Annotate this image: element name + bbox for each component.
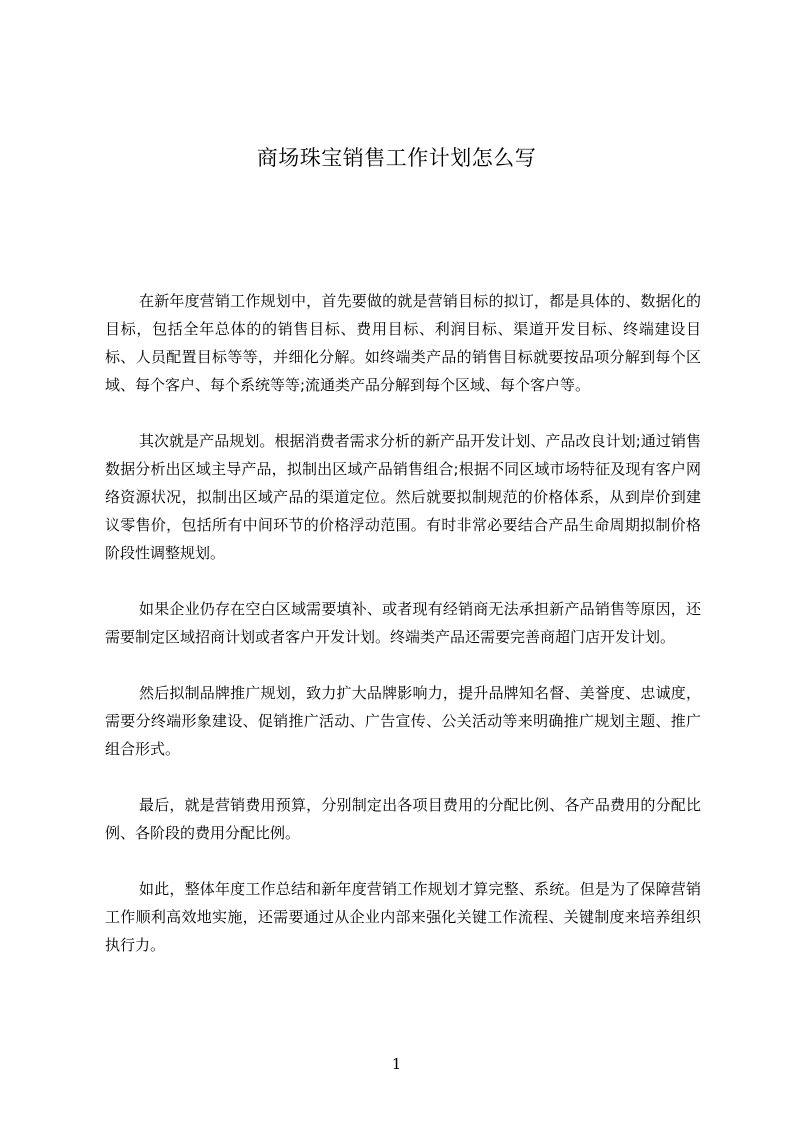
paragraph-budget: 最后，就是营销费用预算，分别制定出各项目费用的分配比例、各产品费用的分配比例、各阶段的费用分配比例。	[105, 796, 701, 842]
paragraph-brand-promotion: 然后拟制品牌推广规划，致力扩大品牌影响力，提升品牌知名督、美誉度、忠诚度，需要分终端形象建设、促销推广活动、广告宣传、公关活动等来明确推广规划主题、推广组合形式。	[105, 684, 701, 758]
document-body	[105, 287, 701, 987]
paragraph-product-planning: 其次就是产品规划。根据消费者需求分析的新产品开发计划、产品改良计划;通过销售数据分析出区域主导产品，拟制出区域产品销售组合;根据不同区域市场特征及现有客户网络资源状况，拟制出区域产品的渠道定位。然后就要拟制规范的价格体系，从到岸价到建议零售价，包括所有中间环节的价格浮动范围。有时非常必要结合产品生命周期拟制价格阶段性调整规划。	[105, 432, 701, 562]
paragraph-conclusion: 如此，整体年度工作总结和新年度营销工作规划才算完整、系统。但是为了保障营销工作顺利高效地实施，还需要通过从企业内部来强化关键工作流程、关键制度来培养组织执行力。	[105, 880, 701, 954]
paragraph-investment-plan: 如果企业仍存在空白区域需要填补、或者现有经销商无法承担新产品销售等原因，还需要制定区域招商计划或者客户开发计划。终端类产品还需要完善商超门店开发计划。	[105, 600, 701, 646]
paragraph-sales-targets: 在新年度营销工作规划中，首先要做的就是营销目标的拟订，都是具体的、数据化的目标，包括全年总体的的销售目标、费用目标、利润目标、渠道开发目标、终端建设目标、人员配置目标等等，并细化分解。如终端类产品的销售目标就要按品项分解到每个区域、每个客户、每个系统等等;流通类产品分解到每个区域、每个客户等。	[105, 292, 701, 394]
page-number: 1	[391, 1055, 402, 1073]
document-title: 商场珠宝销售工作计划怎么写	[256, 146, 537, 170]
